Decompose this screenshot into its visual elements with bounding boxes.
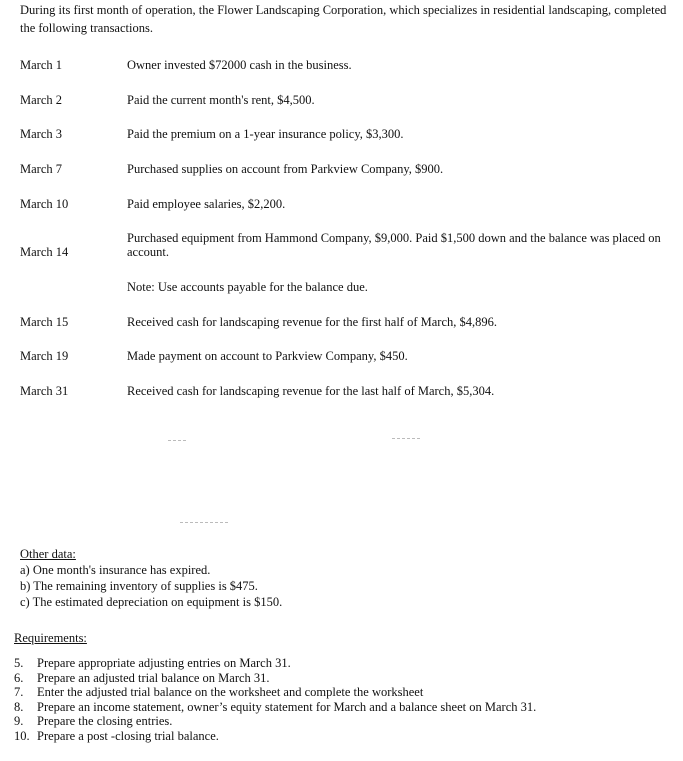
transaction-description: Received cash for landscaping revenue for the first half of March, $4,896. [127,315,498,329]
accounts-payable-note: Note: Use accounts payable for the balance due. [127,280,368,294]
transaction-description: Received cash for landscaping revenue for the last half of March, $5,304. [127,384,495,398]
requirement-item [14,700,536,715]
requirement-item [14,656,536,671]
transaction-date: March 10 [20,197,69,211]
requirement-item [14,685,536,700]
requirement-text: Enter the adjusted trial balance on the worksheet and complete the worksheet [37,685,424,699]
other-data-heading: Other data: [20,547,76,561]
requirement-number: 8. [14,699,24,714]
requirement-text: Prepare the closing entries. [37,714,173,728]
other-data-item: b) The remaining inventory of supplies is $475. [20,579,258,593]
transaction-date: March 3 [20,127,62,141]
scan-artifact [168,440,186,442]
intro-paragraph: During its first month of operation, the Flower Landscaping Corporation, which specializes in residential landscaping, completed the following transactions. [20,3,667,35]
transaction-description: Purchased supplies on account from Parkview Company, $900. [127,162,444,176]
requirement-number: 9. [14,714,24,728]
other-data-section [20,546,282,610]
other-data-item: a) One month's insurance has expired. [20,563,211,577]
transaction-description: Purchased equipment from Hammond Company, $9,000. Paid $1,500 down and the balance was placed on account. [127,231,661,259]
requirement-item [14,671,536,686]
transaction-date: March 19 [20,349,69,363]
transaction-description: Owner invested $72000 cash in the business. [127,58,352,72]
requirements-section [14,631,536,743]
requirement-number: 7. [14,685,24,699]
requirement-item [14,729,536,744]
transaction-description: Paid the premium on a 1-year insurance policy, $3,300. [127,127,404,141]
requirement-item [14,714,536,729]
transaction-date: March 31 [20,384,69,398]
other-data-item: c) The estimated depreciation on equipment is $150. [20,595,283,609]
transaction-date: March 15 [20,315,69,329]
transaction-description: Paid the current month's rent, $4,500. [127,93,315,107]
scan-artifact [180,522,228,524]
transaction-date: March 7 [20,162,62,176]
requirement-text: Prepare appropriate adjusting entries on March 31. [37,656,291,670]
transaction-description: Paid employee salaries, $2,200. [127,197,286,211]
requirement-number: 10. [14,728,30,743]
requirement-text: Prepare a post -closing trial balance. [37,728,219,743]
scan-artifact [392,438,420,440]
requirement-number: 5. [14,656,24,670]
transaction-date: March 2 [20,93,62,107]
transaction-description: Made payment on account to Parkview Company, $450. [127,349,408,363]
transaction-date: March 14 [20,245,69,259]
requirements-heading: Requirements: [14,631,87,645]
transaction-date: March 1 [20,58,62,72]
requirement-text: Prepare an adjusted trial balance on March 31. [37,670,270,685]
requirement-text: Prepare an income statement, owner’s equity statement for March and a balance sheet on March 31. [37,699,537,714]
requirement-number: 6. [14,670,24,685]
requirements-list [14,656,536,743]
